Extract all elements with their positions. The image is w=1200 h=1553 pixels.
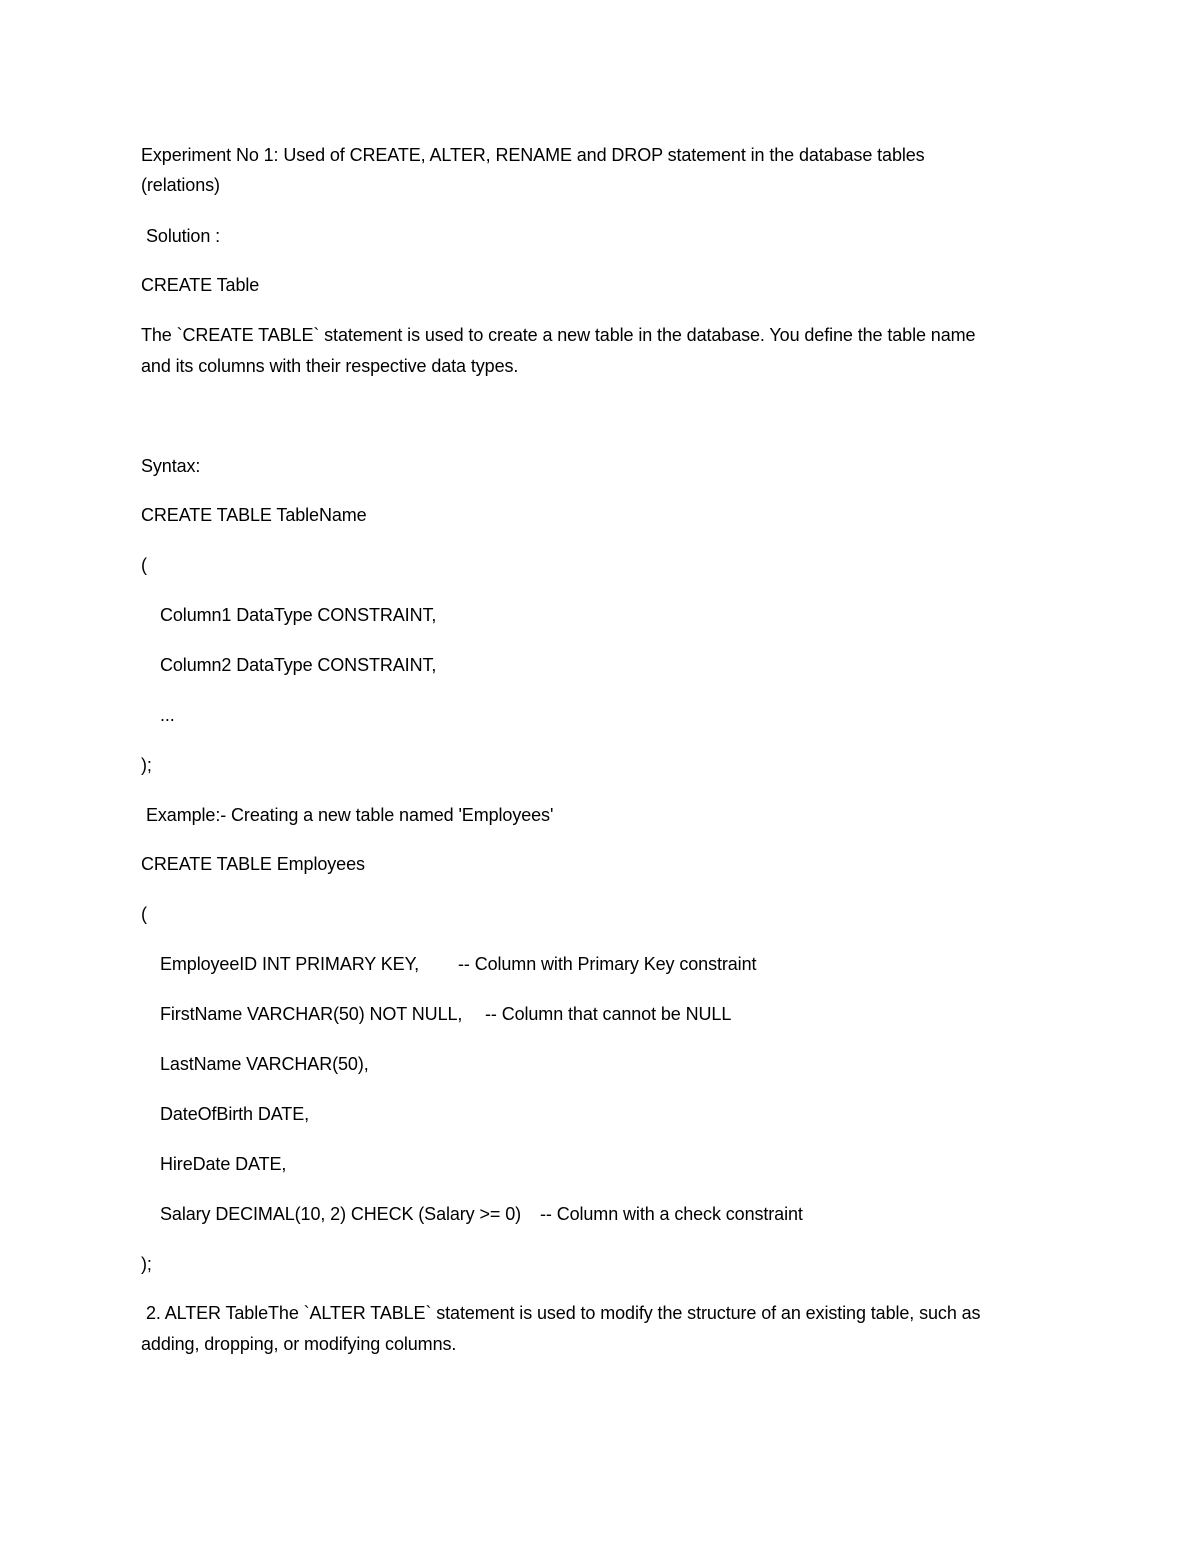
column-comment: -- Column with Primary Key constraint (458, 954, 757, 974)
section-heading: CREATE Table (141, 275, 260, 295)
example-line: CREATE TABLE Employees (141, 854, 365, 874)
syntax-line: Column2 DataType CONSTRAINT, (160, 655, 437, 675)
solution-label: Solution : (146, 226, 221, 246)
column-definition: DateOfBirth DATE, (160, 1104, 310, 1124)
syntax-line: Column1 DataType CONSTRAINT, (160, 605, 437, 625)
description-line-2: and its columns with their respective data types. (141, 356, 519, 376)
column-comment: -- Column that cannot be NULL (485, 1004, 732, 1024)
alter-line-2: adding, dropping, or modifying columns. (141, 1334, 457, 1354)
column-definition: Salary DECIMAL(10, 2) CHECK (Salary >= 0) (160, 1204, 522, 1224)
column-comment: -- Column with a check constraint (540, 1204, 803, 1224)
title-line-1: Experiment No 1: Used of CREATE, ALTER, RENAME and DROP statement in the database tables (141, 145, 925, 165)
syntax-line: CREATE TABLE TableName (141, 505, 367, 525)
column-definition: HireDate DATE, (160, 1154, 287, 1174)
example-line: ( (141, 904, 147, 924)
syntax-label: Syntax: (141, 456, 201, 476)
syntax-line: ... (160, 705, 175, 725)
alter-line-1: 2. ALTER TableThe `ALTER TABLE` statement is used to modify the structure of an existing table, such as (146, 1303, 981, 1323)
column-definition: EmployeeID INT PRIMARY KEY, (160, 954, 420, 974)
title-line-2: (relations) (141, 175, 220, 195)
column-definition: FirstName VARCHAR(50) NOT NULL, (160, 1004, 463, 1024)
example-label: Example:- Creating a new table named 'Employees' (146, 805, 554, 825)
syntax-line: ( (141, 555, 147, 575)
example-close: ); (141, 1254, 152, 1274)
column-definition: LastName VARCHAR(50), (160, 1054, 369, 1074)
syntax-line: ); (141, 755, 152, 775)
description-line-1: The `CREATE TABLE` statement is used to create a new table in the database. You define the table name (141, 325, 976, 345)
